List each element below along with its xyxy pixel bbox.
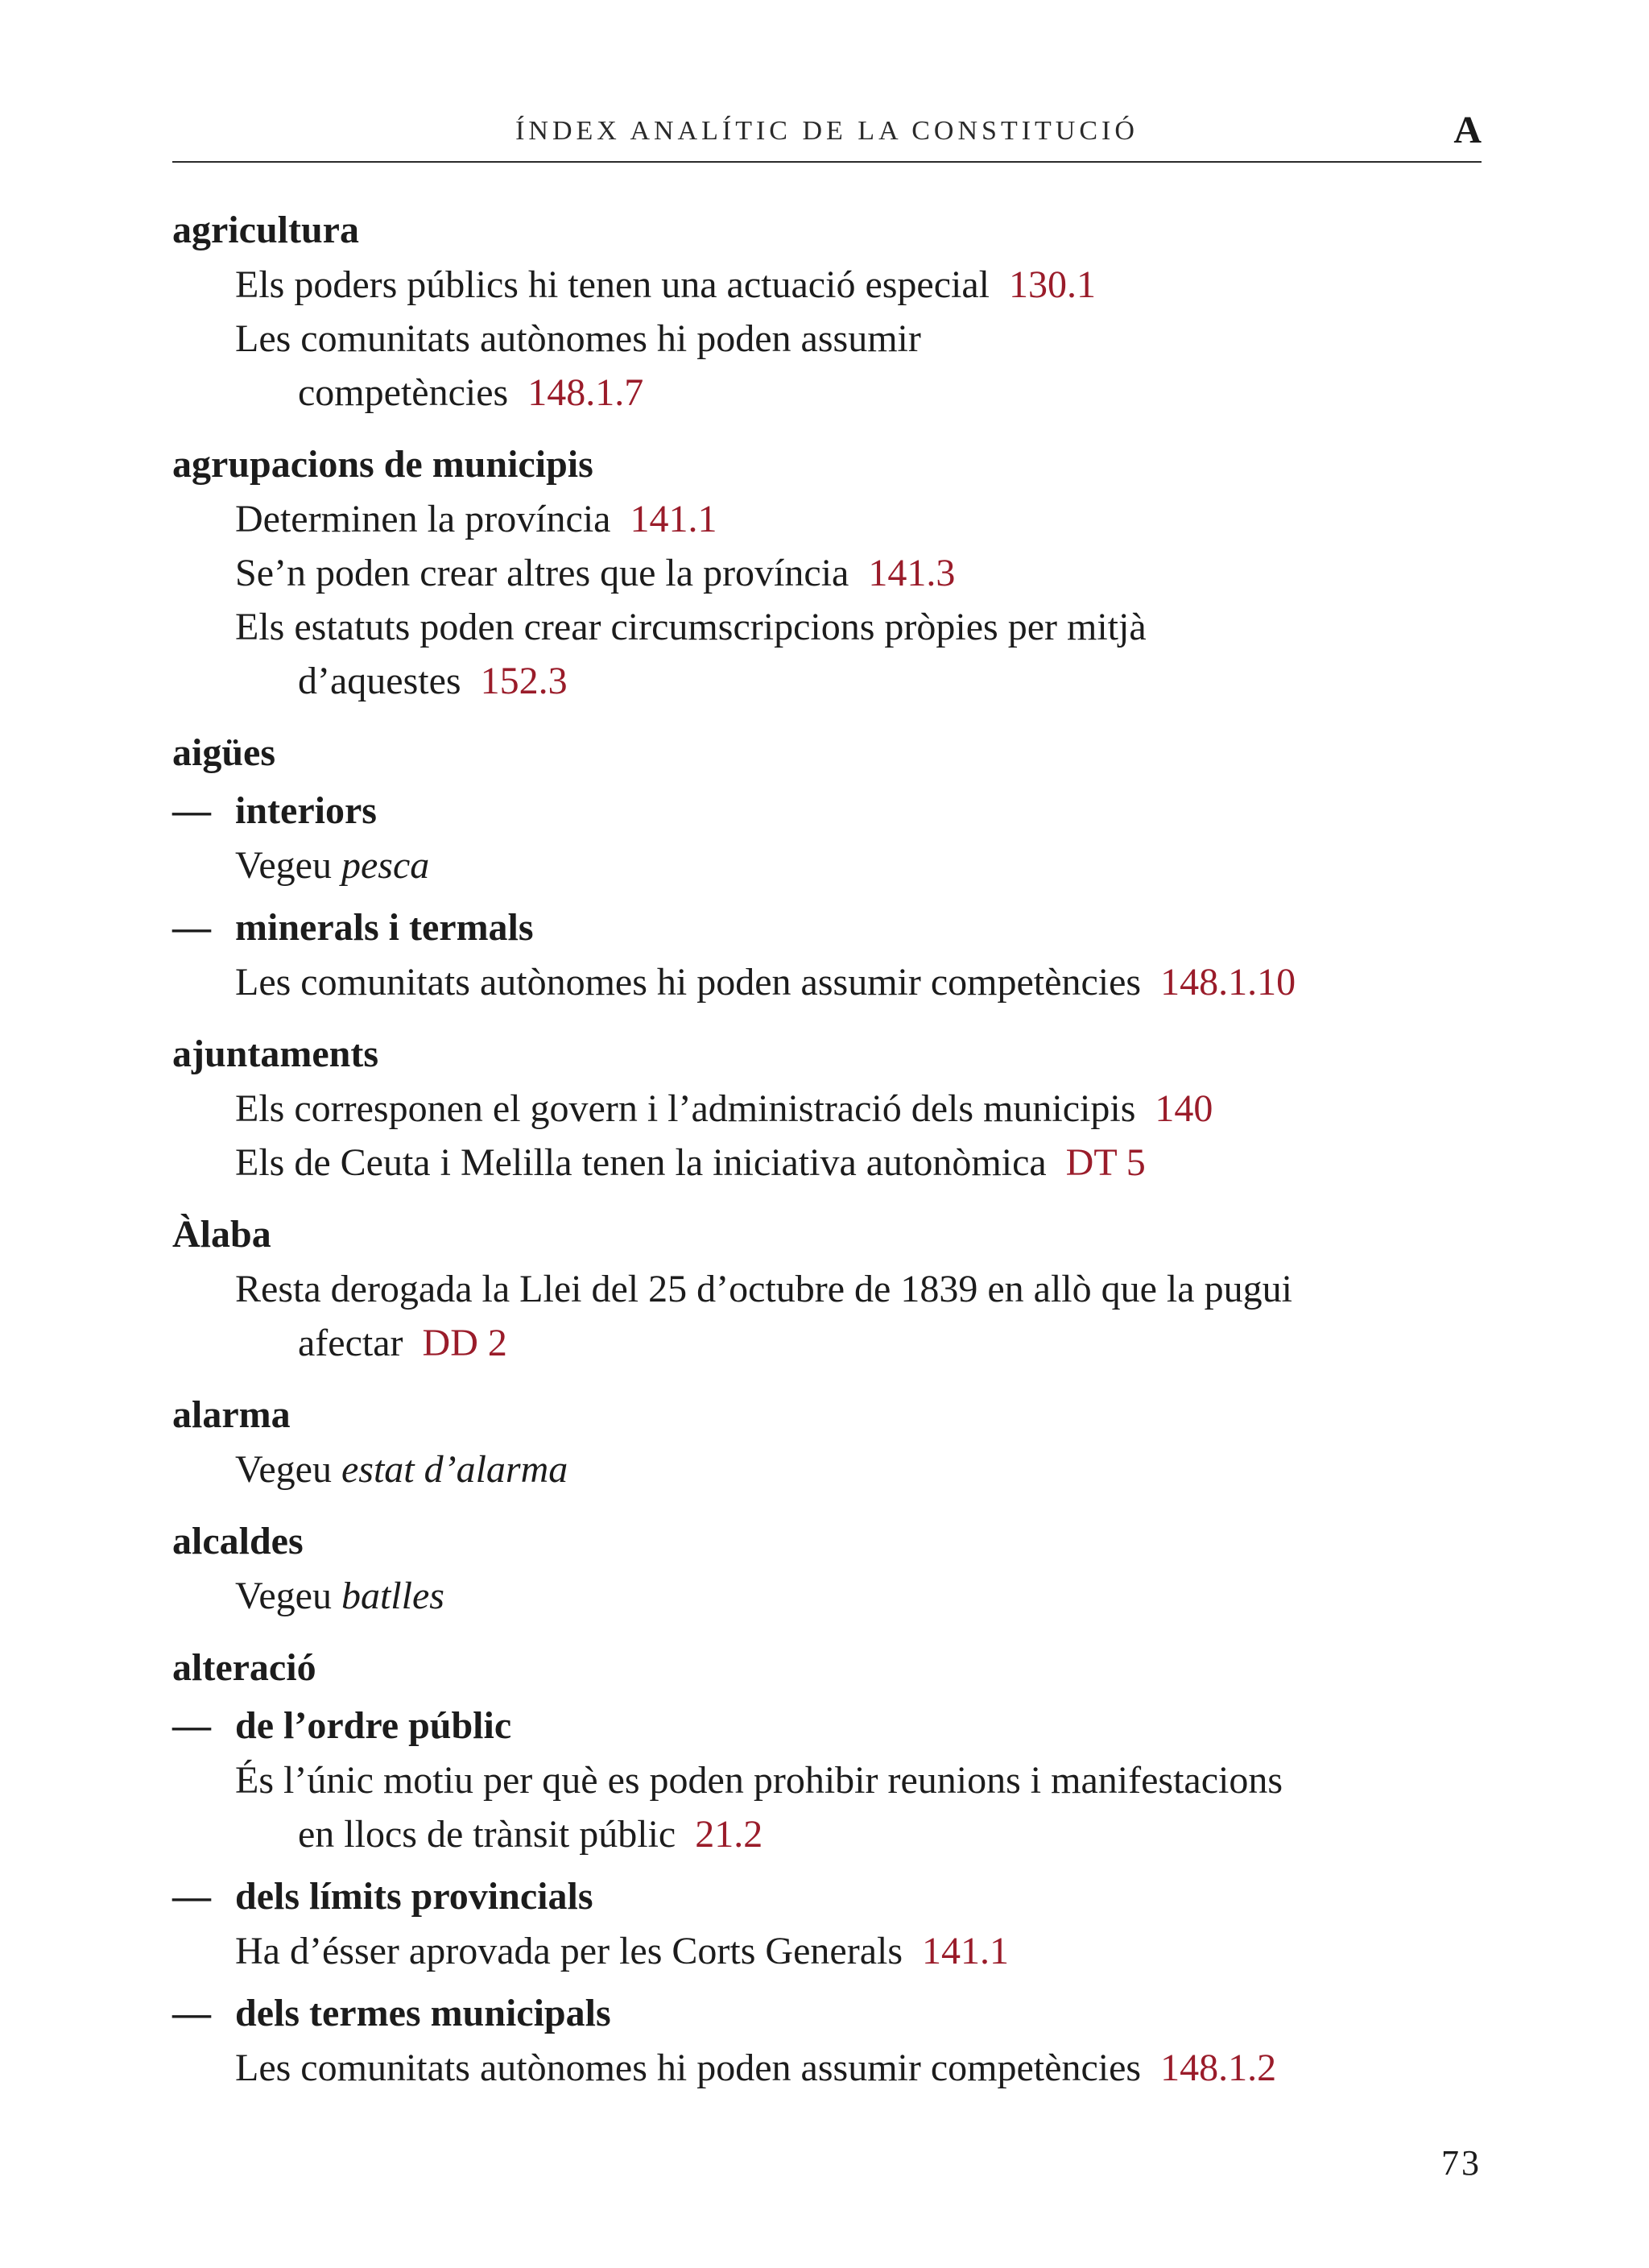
em-dash: — — [172, 1704, 211, 1747]
entry-item — [172, 1924, 1493, 1978]
item-text-cont: afectar — [298, 1322, 403, 1364]
sub-entry-term: dels límits provincials — [235, 1875, 593, 1918]
entry-term: ajuntaments — [172, 1033, 379, 1075]
sub-entry — [172, 1869, 1493, 1978]
item-text: Els de Ceuta i Melilla tenen la iniciativa autonòmica — [235, 1141, 1047, 1184]
running-title: ÍNDEX ANALÍTIC DE LA CONSTITUCIÓ — [515, 116, 1139, 146]
entry-item — [172, 955, 1493, 1009]
index-entry — [172, 1207, 1493, 1370]
page-number: 73 — [1441, 2143, 1482, 2183]
article-reference: 148.1.7 — [527, 371, 644, 414]
article-reference: 141.3 — [868, 552, 956, 594]
running-header — [172, 108, 1482, 163]
item-text: Els estatuts poden crear circumscripcions pròpies per mitjà — [235, 606, 1147, 648]
article-reference: 130.1 — [1009, 263, 1097, 306]
entry-item — [172, 258, 1493, 312]
item-continuation — [235, 1316, 1493, 1370]
sub-entry-term: interiors — [235, 789, 377, 832]
article-reference: 148.1.10 — [1160, 961, 1296, 1004]
item-text: Resta derogada la Llei del 25 d’octubre de 1839 en allò que la pugui — [235, 1268, 1292, 1310]
entry-term: agrupacions de municipis — [172, 443, 593, 486]
em-dash: — — [172, 1992, 211, 2034]
entry-item — [172, 312, 1493, 420]
article-reference: 141.1 — [922, 1930, 1010, 1972]
item-text-cont: d’aquestes — [298, 660, 461, 702]
sub-entry-term: de l’ordre públic — [235, 1704, 512, 1747]
entry-item — [172, 1442, 1493, 1496]
index-entry — [172, 1641, 1493, 2095]
article-reference: DT 5 — [1065, 1141, 1146, 1184]
index-entry — [172, 203, 1493, 420]
article-reference: 148.1.2 — [1160, 2047, 1277, 2089]
entry-item — [172, 2041, 1493, 2095]
item-text: Vegeu — [235, 1575, 332, 1617]
article-reference: 141.1 — [630, 498, 717, 540]
entry-item — [172, 600, 1493, 708]
item-text-cont: en llocs de trànsit públic — [298, 1813, 676, 1856]
entry-item — [172, 492, 1493, 546]
article-reference: DD 2 — [422, 1322, 507, 1364]
entry-term: Àlaba — [172, 1213, 271, 1256]
sub-entry — [172, 900, 1493, 1009]
item-text: Els poders públics hi tenen una actuació especial — [235, 263, 990, 306]
index-entry — [172, 1388, 1493, 1496]
index-entry — [172, 726, 1493, 1009]
index-entry — [172, 437, 1493, 708]
item-continuation — [235, 366, 1493, 420]
em-dash: — — [172, 1875, 211, 1918]
entry-item — [172, 1569, 1493, 1623]
article-reference: 140 — [1155, 1087, 1213, 1130]
entry-item — [172, 546, 1493, 600]
em-dash: — — [172, 906, 211, 949]
item-text: És l’únic motiu per què es poden prohibir reunions i manifestacions — [235, 1759, 1283, 1802]
item-text: Se’n poden crear altres que la província — [235, 552, 849, 594]
sub-entry — [172, 1986, 1493, 2095]
item-text: Vegeu — [235, 1448, 332, 1491]
item-text: Les comunitats autònomes hi poden assumir competències — [235, 961, 1142, 1004]
cross-reference: batlles — [341, 1575, 444, 1617]
article-reference: 21.2 — [695, 1813, 763, 1856]
item-text: Ha d’ésser aprovada per les Corts Generals — [235, 1930, 903, 1972]
item-text: Determinen la província — [235, 498, 611, 540]
cross-reference: estat d’alarma — [341, 1448, 568, 1491]
em-dash: — — [172, 789, 211, 832]
entry-term: alcaldes — [172, 1520, 304, 1562]
index-entry — [172, 1027, 1493, 1190]
item-continuation — [235, 654, 1493, 708]
article-reference: 152.3 — [480, 660, 568, 702]
entry-term: agricultura — [172, 209, 359, 251]
item-text: Les comunitats autònomes hi poden assumir — [235, 317, 921, 360]
entry-term: aigües — [172, 731, 276, 774]
entry-item — [172, 1136, 1493, 1190]
entry-item — [172, 1753, 1493, 1861]
entry-term: alarma — [172, 1393, 291, 1436]
item-text: Vegeu — [235, 844, 332, 887]
sub-entry — [172, 1699, 1493, 1861]
entry-item — [172, 1262, 1493, 1370]
item-text: Les comunitats autònomes hi poden assumir competències — [235, 2047, 1142, 2089]
analytic-index — [172, 203, 1493, 2095]
sub-entry-term: minerals i termals — [235, 906, 534, 949]
item-continuation — [235, 1807, 1493, 1861]
entry-item — [172, 838, 1493, 892]
item-text-cont: competències — [298, 371, 509, 414]
index-entry — [172, 1514, 1493, 1623]
sub-entry-term: dels termes municipals — [235, 1992, 611, 2034]
item-text: Els corresponen el govern i l’administració dels municipis — [235, 1087, 1136, 1130]
cross-reference: pesca — [341, 844, 430, 887]
section-letter: A — [1453, 109, 1482, 151]
entry-term: alteració — [172, 1646, 316, 1689]
entry-item — [172, 1082, 1493, 1136]
sub-entry — [172, 784, 1493, 892]
